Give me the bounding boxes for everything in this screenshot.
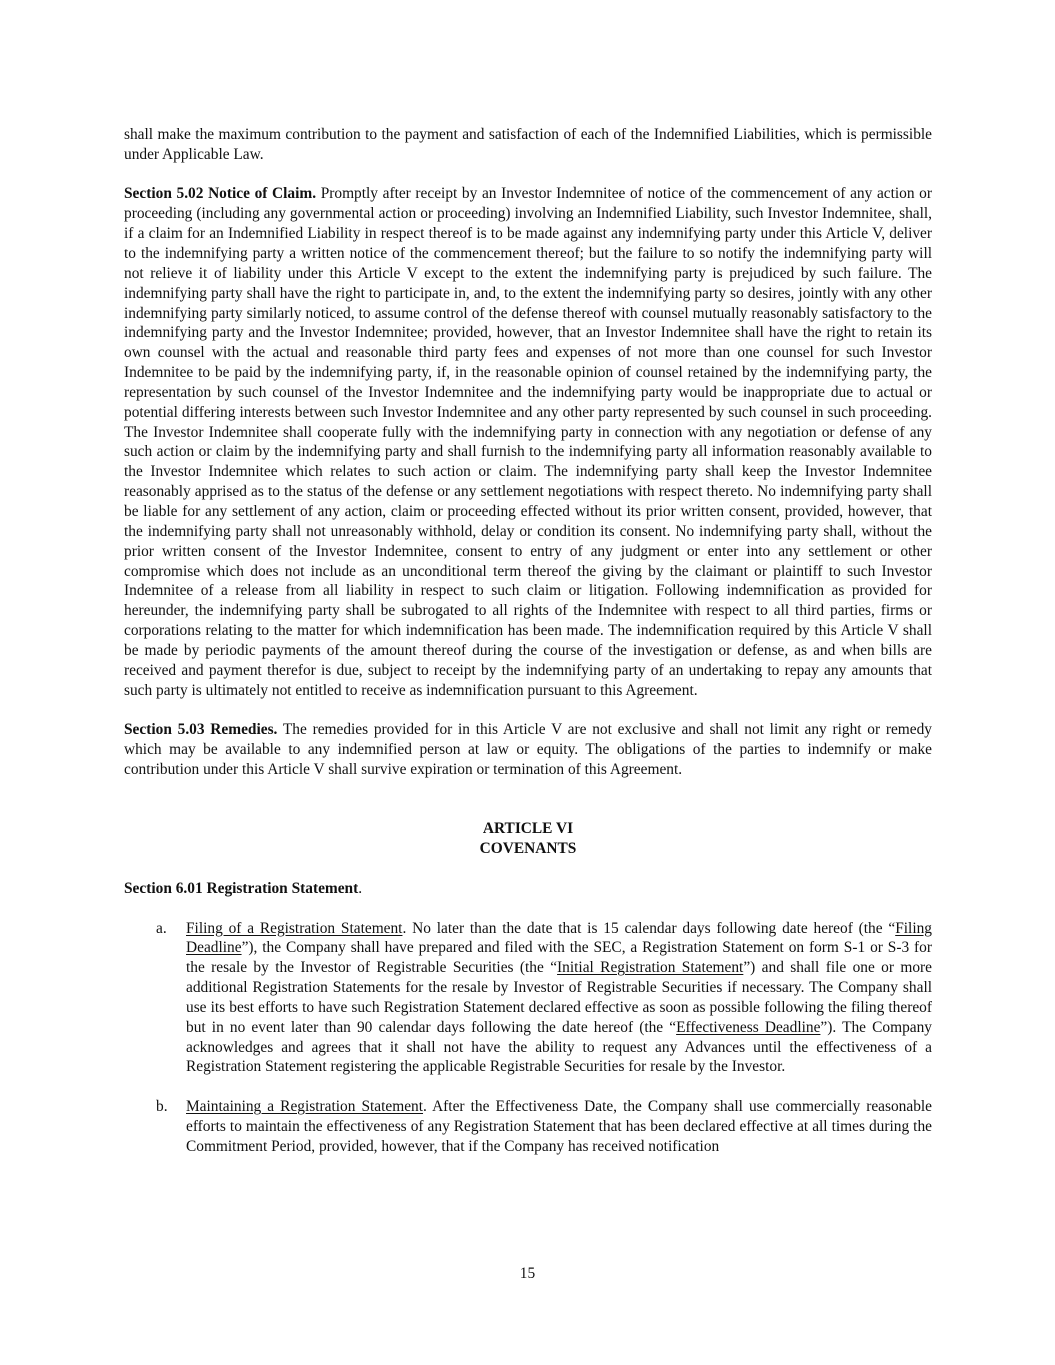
list-item-a-text-2: ”), the Company shall have prepared and filed with the SEC, a Registration Statement on form S-1 or S-3 for the resale by the Investor of Registrable Securities (the “ bbox=[186, 939, 932, 977]
initial-registration-statement-term: Initial Registration Statement bbox=[557, 959, 744, 977]
section-5-03-paragraph bbox=[124, 720, 932, 780]
section-5-02-heading: Section 5.02 Notice of Claim. bbox=[124, 185, 317, 203]
document-page bbox=[124, 125, 932, 1157]
section-6-01-period: . bbox=[358, 879, 363, 897]
article-title: COVENANTS bbox=[479, 840, 577, 858]
list-item-a-title: Filing of a Registration Statement bbox=[186, 919, 403, 937]
list-item-b-text bbox=[186, 1097, 932, 1157]
article-number: ARTICLE VI bbox=[482, 820, 574, 838]
list-item-a-text-3: ”) and shall file one or more additional Registration Statements for the resale by Investor of Registrable Securities if necessary. The Company shall use its best efforts to have such Registration Statement declared effective as soon as possible following the filing thereof but in no event later than 90 calendar days following the date hereof (the “ bbox=[186, 959, 933, 1036]
list-item-a-label: a. bbox=[156, 919, 167, 937]
section-6-01-heading: Section 6.01 Registration Statement bbox=[124, 879, 359, 897]
section-5-03-heading: Section 5.03 Remedies. bbox=[124, 721, 278, 739]
list-item-b bbox=[124, 1097, 932, 1157]
list-item-a-text bbox=[186, 919, 932, 1078]
section-6-01-paragraph bbox=[124, 879, 932, 899]
page-number: 15 bbox=[519, 1265, 536, 1282]
section-5-03-body: The remedies provided for in this Article V are not exclusive and shall not limit any right or remedy which may be available to any indemnified person at law or equity. The obligations of the parties to indemnify or make contribution under this Article V shall survive expiration or termination of this Agreement. bbox=[124, 721, 933, 778]
list-item-a-text-1: . No later than the date that is 15 calendar days following date hereof (the “ bbox=[402, 919, 896, 937]
list-item-b-label: b. bbox=[156, 1098, 168, 1116]
list-item-a-text-4: ”). The Company acknowledges and agrees that it shall not have the ability to request any Advances until the effectiveness of a Registration Statement registering the applicable Registrable Securities for resale by the Investor. bbox=[186, 1018, 932, 1076]
list-item-b-text-1: . After the Effectiveness Date, the Company shall use commercially reasonable efforts to maintain the effectiveness of any Registration Statement that has been declared effective at all times during the Commitment Period, provided, however, that if the Company has received notification bbox=[186, 1098, 932, 1155]
effectiveness-deadline-term: Effectiveness Deadline bbox=[676, 1018, 821, 1036]
section-5-02-body: Promptly after receipt by an Investor Indemnitee of notice of the commencement of any action or proceeding (including any governmental action or proceeding) involving an Indemnified Liability, such Investor Indemnitee, shall, if a claim for an Indemnified Liability in respect thereof is to be made against any indemnifying party under this Article V, deliver to the indemnifying party a written notice of the commencement thereof; but the failure to so notify the indemnifying party will not relieve it of liability under this Article V except to the extent the indemnifying party is prejudiced by such failure. The indemnifying party shall have the right to participate in, and, to the extent the indemnifying party so desires, jointly with any other indemnifying party similarly noticed, to assume control of the defense thereof with counsel mutually reasonably satisfactory to the indemnifying party and the Investor Indemnitee; provided, however, that an Investor Indemnitee shall have the right to retain its own counsel with the actual and reasonable third party fees and expenses of not more than one counsel for such Investor Indemnitee to be paid by the indemnifying party, if, in the reasonable opinion of counsel retained by the indemnifying party, the representation by such counsel of the Investor Indemnitee and the indemnifying party would be inappropriate due to actual or potential differing interests between such Investor Indemnitee and any other party represented by such counsel in such proceeding. The Investor Indemnitee shall cooperate fully with the indemnifying party in connection with any negotiation or defense of any such action or claim by the indemnifying party and shall furnish to the indemnifying party all information reasonably available to the Investor Indemnitee which relates to such action or claim. The indemnifying party shall keep the Investor Indemnitee reasonably apprised as to the status of the defense or any settlement negotiations with respect thereto. No indemnifying party shall be liable for any settlement of any action, claim or proceeding effected without its prior written consent, provided, however, that the indemnifying party shall not unreasonably withhold, delay or condition its consent. No indemnifying party shall, without the prior written consent of the Investor Indemnitee, consent to entry of any judgment or enter into any settlement or other compromise which does not include as an unconditional term thereof the giving by the claimant or plaintiff to such Investor Indemnitee of a release from all liability in respect to such claim or litigation. Following indemnification as provided for hereunder, the indemnifying party shall be subrogated to all rights of the Indemnitee with respect to all third parties, firms or corporations relating to the matter for which indemnification has been made. The indemnification required by this Article V shall be made by periodic payments of the amount thereof during the course of the investigation or defense, as and when bills are received and payment therefor is due, subject to receipt by the indemnifying party of an undertaking to repay any amounts that such party is ultimately not entitled to receive as indemnification pursuant to this Agreement. bbox=[124, 185, 932, 699]
intro-paragraph: shall make the maximum contribution to the payment and satisfaction of each of the Indemnified Liabilities, which is permissible under Applicable Law. bbox=[124, 126, 932, 163]
list-item-b-title: Maintaining a Registration Statement bbox=[186, 1098, 424, 1116]
filing-deadline-term: Filing Deadline bbox=[186, 919, 932, 957]
section-5-02-paragraph bbox=[124, 184, 932, 700]
list-item-a bbox=[124, 919, 932, 1078]
